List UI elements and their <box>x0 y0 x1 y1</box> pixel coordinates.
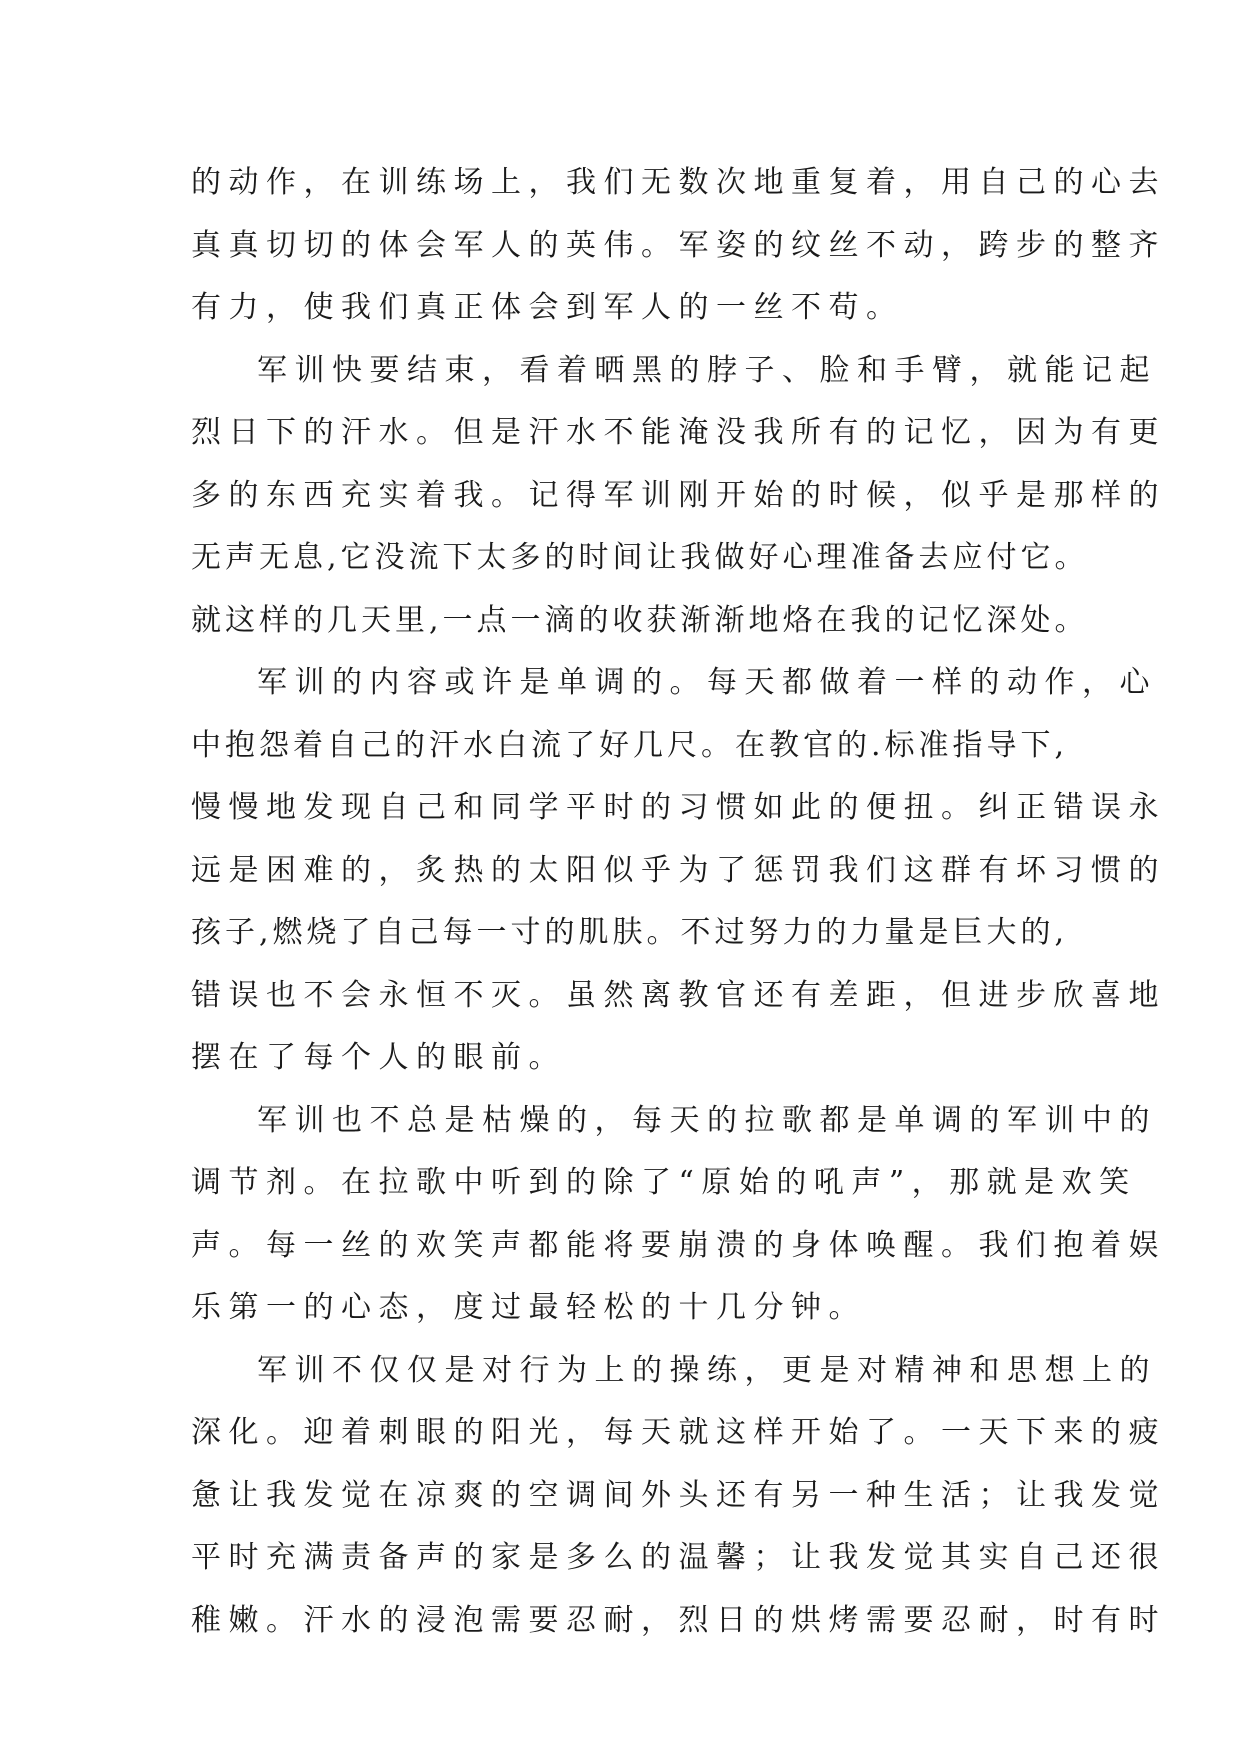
paragraph-first-line: 军训不仅仅是对行为上的操练，更是对精神和思想上的 <box>257 1352 1157 1388</box>
body-text <box>191 152 1166 1652</box>
text-line: 深化。迎着刺眼的阳光，每天就这样开始了。一天下来的疲 <box>191 1415 1166 1450</box>
text-line: 平时充满责备声的家是多么的温馨；让我发觉其实自己还很 <box>191 1540 1166 1575</box>
text-line: 孩子,燃烧了自己每一寸的肌肤。不过努力的力量是巨大的, <box>191 915 1069 950</box>
text-line: 有力，使我们真正体会到军人的一丝不苟。 <box>191 290 904 325</box>
paragraph-first-line: 军训也不总是枯燥的，每天的拉歌都是单调的军训中的 <box>257 1102 1157 1138</box>
text-line: 无声无息,它没流下太多的时间让我做好心理准备去应付它。 <box>191 540 1089 575</box>
text-line: 真真切切的体会军人的英伟。军姿的纹丝不动，跨步的整齐 <box>191 227 1166 263</box>
text-line: 调节剂。在拉歌中听到的除了“原始的吼声”，那就是欢笑 <box>191 1165 1137 1200</box>
text-line: 声。每一丝的欢笑声都能将要崩溃的身体唤醒。我们抱着娱 <box>191 1227 1166 1263</box>
text-line: 慢慢地发现自己和同学平时的习惯如此的便扭。纠正错误永 <box>191 790 1166 825</box>
text-line: 烈日下的汗水。但是汗水不能淹没我所有的记忆，因为有更 <box>191 415 1166 450</box>
text-line: 就这样的几天里,一点一滴的收获渐渐地烙在我的记忆深处。 <box>191 602 1089 638</box>
text-line: 乐第一的心态，度过最轻松的十几分钟。 <box>191 1290 866 1325</box>
text-line: 稚嫩。汗水的浸泡需要忍耐，烈日的烘烤需要忍耐，时有时 <box>191 1602 1166 1638</box>
text-line: 中抱怨着自己的汗水白流了好几尺。在教官的.标准指导下, <box>191 727 1069 763</box>
text-line: 多的东西充实着我。记得军训刚开始的时候，似乎是那样的 <box>191 477 1166 513</box>
paragraph-first-line: 军训快要结束，看着晒黑的脖子、脸和手臂，就能记起 <box>257 352 1157 388</box>
text-line: 错误也不会永恒不灭。虽然离教官还有差距，但进步欣喜地 <box>191 977 1166 1013</box>
text-line: 的动作，在训练场上，我们无数次地重复着，用自己的心去 <box>191 165 1166 200</box>
text-line: 摆在了每个人的眼前。 <box>191 1040 566 1075</box>
paragraph-first-line: 军训的内容或许是单调的。每天都做着一样的动作，心 <box>257 665 1157 700</box>
text-line: 惫让我发觉在凉爽的空调间外头还有另一种生活；让我发觉 <box>191 1477 1166 1513</box>
text-line: 远是困难的，炙热的太阳似乎为了惩罚我们这群有坏习惯的 <box>191 852 1166 888</box>
